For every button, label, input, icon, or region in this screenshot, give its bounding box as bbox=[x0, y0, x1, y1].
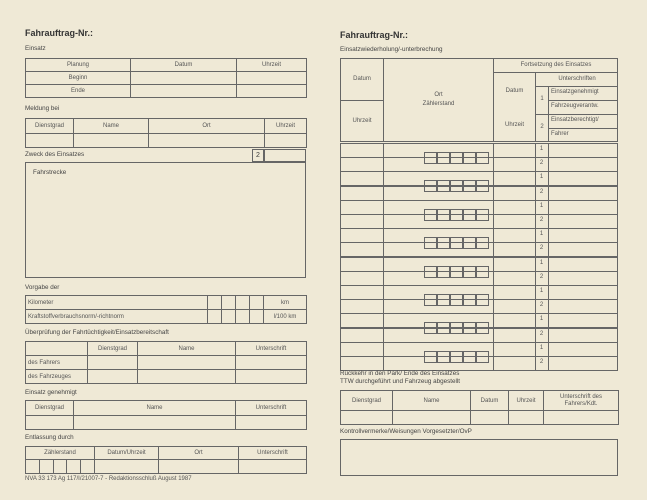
entlassung-unterschrift-field[interactable] bbox=[239, 460, 307, 474]
rueckkehr-uhrzeit-field[interactable] bbox=[509, 411, 544, 425]
einsatz-ende-uhrzeit[interactable] bbox=[237, 85, 307, 98]
einsatz-row-ende: Ende bbox=[26, 85, 131, 98]
wiederholung-label: Einsatzwiederholung/-unterbrechung bbox=[340, 46, 443, 53]
einsatz-head-uhrzeit: Uhrzeit bbox=[237, 59, 307, 72]
entlassung-zaehlerstand-field[interactable] bbox=[26, 460, 95, 474]
entlassung-ort-field[interactable] bbox=[159, 460, 239, 474]
kontroll-box[interactable] bbox=[340, 439, 618, 476]
rueckkehr-label-1: Rückkehr in den Park/ Ende des Einsatzes bbox=[340, 370, 460, 377]
rueckkehr-head-datum: Datum bbox=[471, 391, 509, 411]
meldung-head-ort: Ort bbox=[149, 119, 265, 134]
ueberpruefung-head-dienstgrad: Dienstgrad bbox=[88, 342, 138, 356]
header-fortsetzung: Fortsetzung des Einsatzes bbox=[520, 62, 592, 68]
meldung-label: Meldung bei bbox=[25, 105, 60, 112]
fahrer-dienstgrad-field[interactable] bbox=[88, 356, 138, 370]
header-sig-fahrzeugverantw: Fahrzeugverantw. bbox=[551, 103, 599, 109]
row-number: 1 bbox=[539, 288, 544, 294]
row-number: 1 bbox=[539, 345, 544, 351]
meldung-head-name: Name bbox=[74, 119, 149, 134]
header-unterschriften: Unterschriften bbox=[558, 76, 596, 82]
row-number: 2 bbox=[539, 160, 544, 166]
rueckkehr-head-dienstgrad: Dienstgrad bbox=[341, 391, 393, 411]
left-title: Fahrauftrag-Nr.: bbox=[25, 28, 94, 38]
einsatz-beginn-uhrzeit[interactable] bbox=[237, 72, 307, 85]
rueckkehr-head-unterschrift: Unterschrift des Fahrers/Kdt. bbox=[544, 391, 619, 411]
entlassung-head-zaehlerstand: Zählerstand bbox=[26, 447, 95, 460]
genehmigt-name-field[interactable] bbox=[74, 416, 236, 430]
einsatz-beginn-datum[interactable] bbox=[131, 72, 237, 85]
einsatz-label: Einsatz bbox=[25, 45, 46, 52]
einsatz-row-beginn: Beginn bbox=[26, 72, 131, 85]
rueckkehr-head-uhrzeit: Uhrzeit bbox=[509, 391, 544, 411]
ueberpruefung-head-blank bbox=[26, 342, 88, 356]
row-number: 1 bbox=[539, 260, 544, 266]
rueckkehr-datum-field[interactable] bbox=[471, 411, 509, 425]
einsatz-ende-datum[interactable] bbox=[131, 85, 237, 98]
row-number: 2 bbox=[539, 331, 544, 337]
row-number: 2 bbox=[539, 189, 544, 195]
row-number: 2 bbox=[539, 274, 544, 280]
wiederholung-row[interactable] bbox=[340, 214, 618, 229]
vorgabe-verbrauch-digit[interactable] bbox=[222, 310, 236, 324]
vorgabe-kilometer-label: Kilometer bbox=[26, 296, 208, 310]
vorgabe-verbrauch-digit[interactable] bbox=[236, 310, 250, 324]
row-number: 1 bbox=[539, 316, 544, 322]
zweck-label: Zweck des Einsatzes bbox=[25, 151, 85, 158]
ueberpruefung-row-fahrer: des Fahrers bbox=[26, 356, 88, 370]
entlassung-head-unterschrift: Unterschrift bbox=[239, 447, 307, 460]
row-number: 2 bbox=[539, 245, 544, 251]
zweck-number-field[interactable] bbox=[264, 149, 306, 162]
fahrer-unterschrift-field[interactable] bbox=[236, 356, 307, 370]
genehmigt-unterschrift-field[interactable] bbox=[236, 416, 307, 430]
ueberpruefung-table bbox=[25, 341, 307, 384]
fahrzeug-unterschrift-field[interactable] bbox=[236, 370, 307, 384]
entlassung-datum-field[interactable] bbox=[95, 460, 159, 474]
vorgabe-km-digit[interactable] bbox=[236, 296, 250, 310]
entlassung-head-datum: Datum/Uhrzeit bbox=[95, 447, 159, 460]
header-zaehlerstand: Zählerstand bbox=[422, 101, 455, 107]
genehmigt-head-name: Name bbox=[74, 401, 236, 416]
rueckkehr-label-2: TTW durchgeführt und Fahrzeug abgestellt bbox=[340, 378, 461, 385]
header-ort: Ort bbox=[434, 92, 443, 98]
header-sig-berechtigt: Einsatzberechtigt/ bbox=[551, 117, 599, 123]
row-number: 2 bbox=[539, 359, 544, 365]
wiederholung-row[interactable] bbox=[340, 242, 618, 257]
vorgabe-km-digit[interactable] bbox=[222, 296, 236, 310]
einsatz-head-planung: Planung bbox=[26, 59, 131, 72]
genehmigt-head-dienstgrad: Dienstgrad bbox=[26, 401, 74, 416]
rueckkehr-table bbox=[340, 390, 619, 425]
header-datum2: Datum bbox=[505, 88, 524, 94]
row-number: 1 bbox=[539, 203, 544, 209]
ueberpruefung-head-name: Name bbox=[138, 342, 236, 356]
meldung-dienstgrad-field[interactable] bbox=[26, 134, 74, 148]
genehmigt-label: Einsatz genehmigt bbox=[25, 389, 77, 396]
header-datum: Datum bbox=[353, 76, 371, 82]
meldung-table bbox=[25, 118, 307, 148]
vorgabe-verbrauch-unit: l/100 km bbox=[264, 310, 307, 324]
vorgabe-km-digit[interactable] bbox=[250, 296, 264, 310]
ueberpruefung-row-fahrzeug: des Fahrzeuges bbox=[26, 370, 88, 384]
header-sig-genehmigt: Einsatzgenehmigt bbox=[551, 89, 599, 95]
header-uhrzeit2: Uhrzeit bbox=[504, 122, 524, 128]
row-number: 2 bbox=[539, 217, 544, 223]
zweck-number-box: 2 bbox=[252, 149, 264, 162]
wiederholung-row[interactable] bbox=[340, 157, 618, 172]
vorgabe-km-unit: km bbox=[264, 296, 307, 310]
meldung-head-dienstgrad: Dienstgrad bbox=[26, 119, 74, 134]
header-num-1: 1 bbox=[540, 96, 544, 102]
kontroll-label: Kontrollvermerke/Weisungen Vorgesetzter/OvP bbox=[340, 428, 472, 435]
genehmigt-dienstgrad-field[interactable] bbox=[26, 416, 74, 430]
genehmigt-head-unterschrift: Unterschrift bbox=[236, 401, 307, 416]
vorgabe-km-digit[interactable] bbox=[208, 296, 222, 310]
ueberpruefung-label: Überprüfung der Fahrtüchtigkeit/Einsatzbereitschaft bbox=[25, 329, 169, 336]
header-sig-fahrer: Fahrer bbox=[551, 131, 569, 137]
fahrzeug-dienstgrad-field[interactable] bbox=[88, 370, 138, 384]
meldung-uhrzeit-field[interactable] bbox=[265, 134, 307, 148]
rueckkehr-unterschrift-field[interactable] bbox=[544, 411, 619, 425]
row-number: 1 bbox=[539, 174, 544, 180]
ueberpruefung-head-unterschrift: Unterschrift bbox=[236, 342, 307, 356]
entlassung-label: Entlassung durch bbox=[25, 434, 74, 441]
wiederholung-row[interactable] bbox=[340, 299, 618, 314]
right-title: Fahrauftrag-Nr.: bbox=[340, 30, 409, 40]
meldung-head-uhrzeit: Uhrzeit bbox=[265, 119, 307, 134]
row-number: 1 bbox=[539, 231, 544, 237]
row-number: 2 bbox=[539, 302, 544, 308]
meldung-name-field[interactable] bbox=[74, 134, 149, 148]
entlassung-table bbox=[25, 446, 307, 474]
vorgabe-verbrauch-digit[interactable] bbox=[250, 310, 264, 324]
rueckkehr-dienstgrad-field[interactable] bbox=[341, 411, 393, 425]
vorgabe-verbrauch-label: Kraftstoffverbrauchsnorm/-richtnorm bbox=[26, 310, 208, 324]
rueckkehr-name-field[interactable] bbox=[393, 411, 471, 425]
wiederholung-row[interactable] bbox=[340, 271, 618, 286]
wiederholung-row[interactable] bbox=[340, 328, 618, 343]
rueckkehr-head-name: Name bbox=[393, 391, 471, 411]
meldung-ort-field[interactable] bbox=[149, 134, 265, 148]
vorgabe-table bbox=[25, 295, 307, 324]
fahrstrecke-label: Fahrstrecke bbox=[33, 169, 67, 176]
vorgabe-verbrauch-digit[interactable] bbox=[208, 310, 222, 324]
wiederholung-row[interactable] bbox=[340, 356, 618, 371]
fahrer-name-field[interactable] bbox=[138, 356, 236, 370]
genehmigt-table bbox=[25, 400, 307, 430]
vorgabe-label: Vorgabe der bbox=[25, 284, 60, 291]
header-num-2: 2 bbox=[540, 124, 544, 130]
einsatz-head-datum: Datum bbox=[131, 59, 237, 72]
wiederholung-row[interactable] bbox=[340, 186, 618, 201]
form-footer: NVA 33 173 Ag 117/I/21007-7 - Redaktionsschluß August 1987 bbox=[25, 476, 192, 482]
row-number: 1 bbox=[539, 146, 544, 152]
fahrstrecke-box[interactable] bbox=[25, 162, 306, 278]
einsatz-table bbox=[25, 58, 307, 98]
fahrzeug-name-field[interactable] bbox=[138, 370, 236, 384]
header-uhrzeit: Uhrzeit bbox=[352, 118, 372, 124]
entlassung-head-ort: Ort bbox=[159, 447, 239, 460]
